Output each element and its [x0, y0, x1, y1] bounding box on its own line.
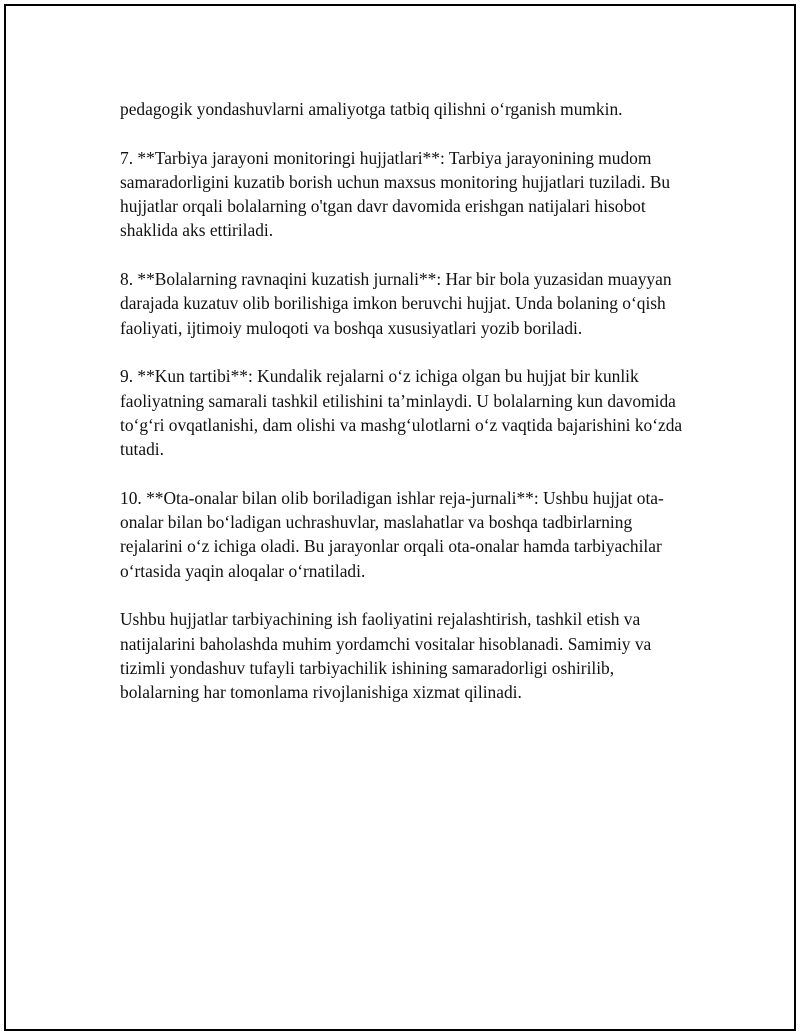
document-body	[120, 97, 690, 729]
paragraph-intro-continuation: pedagogik yondashuvlarni amaliyotga tatbiq qilishni o‘rganish mumkin.	[120, 99, 623, 119]
paragraph-item-10: 10. **Ota-onalar bilan olib boriladigan ishlar reja-jurnali**: Ushbu hujjat ota-onalar bilan bo‘ladigan uchrashuvlar, maslahatlar va boshqa tadbirlarning rejalarini o‘z ichiga oladi. Bu jarayonlar orqali ota-onalar hamda tarbiyachilar o‘rtasida yaqin aloqalar o‘rnatiladi.	[120, 487, 664, 581]
paragraph-item-8: 8. **Bolalarning ravnaqini kuzatish jurnali**: Har bir bola yuzasidan muayyan darajada kuzatuv olib borilishiga imkon beruvchi hujjat. Unda bolaning o‘qish faoliyati, ijtimoiy muloqoti va boshqa xususiyatlari yozib boriladi.	[120, 269, 672, 338]
paragraph-item-7: 7. **Tarbiya jarayoni monitoringi hujjatlari**: Tarbiya jarayonining mudom samaradorligini kuzatib borish uchun maxsus monitoring hujjatlari tuziladi. Bu hujjatlar orqali bolalarning o'tgan davr davomida erishgan natijalari hisobot shaklida aks ettiriladi.	[120, 147, 671, 241]
paragraph-conclusion: Ushbu hujjatlar tarbiyachining ish faoliyatini rejalashtirish, tashkil etish va natijalarini baholashda muhim yordamchi vositalar hisoblanadi. Samimiy va tizimli yondashuv tufayli tarbiyachilik ishining samaradorligi oshirilib, bolalarning har tomonlama rivojlanishiga xizmat qilinadi.	[120, 609, 652, 703]
paragraph-item-9: 9. **Kun tartibi**: Kundalik rejalarni o‘z ichiga olgan bu hujjat bir kunlik faoliyatning samarali tashkil etilishini ta’minlaydi. U bolalarning kun davomida to‘g‘ri ovqatlanishi, dam olishi va mashg‘ulotlarni o‘z vaqtida bajarishini ko‘zda tutadi.	[120, 366, 683, 460]
document-page	[4, 4, 796, 1031]
